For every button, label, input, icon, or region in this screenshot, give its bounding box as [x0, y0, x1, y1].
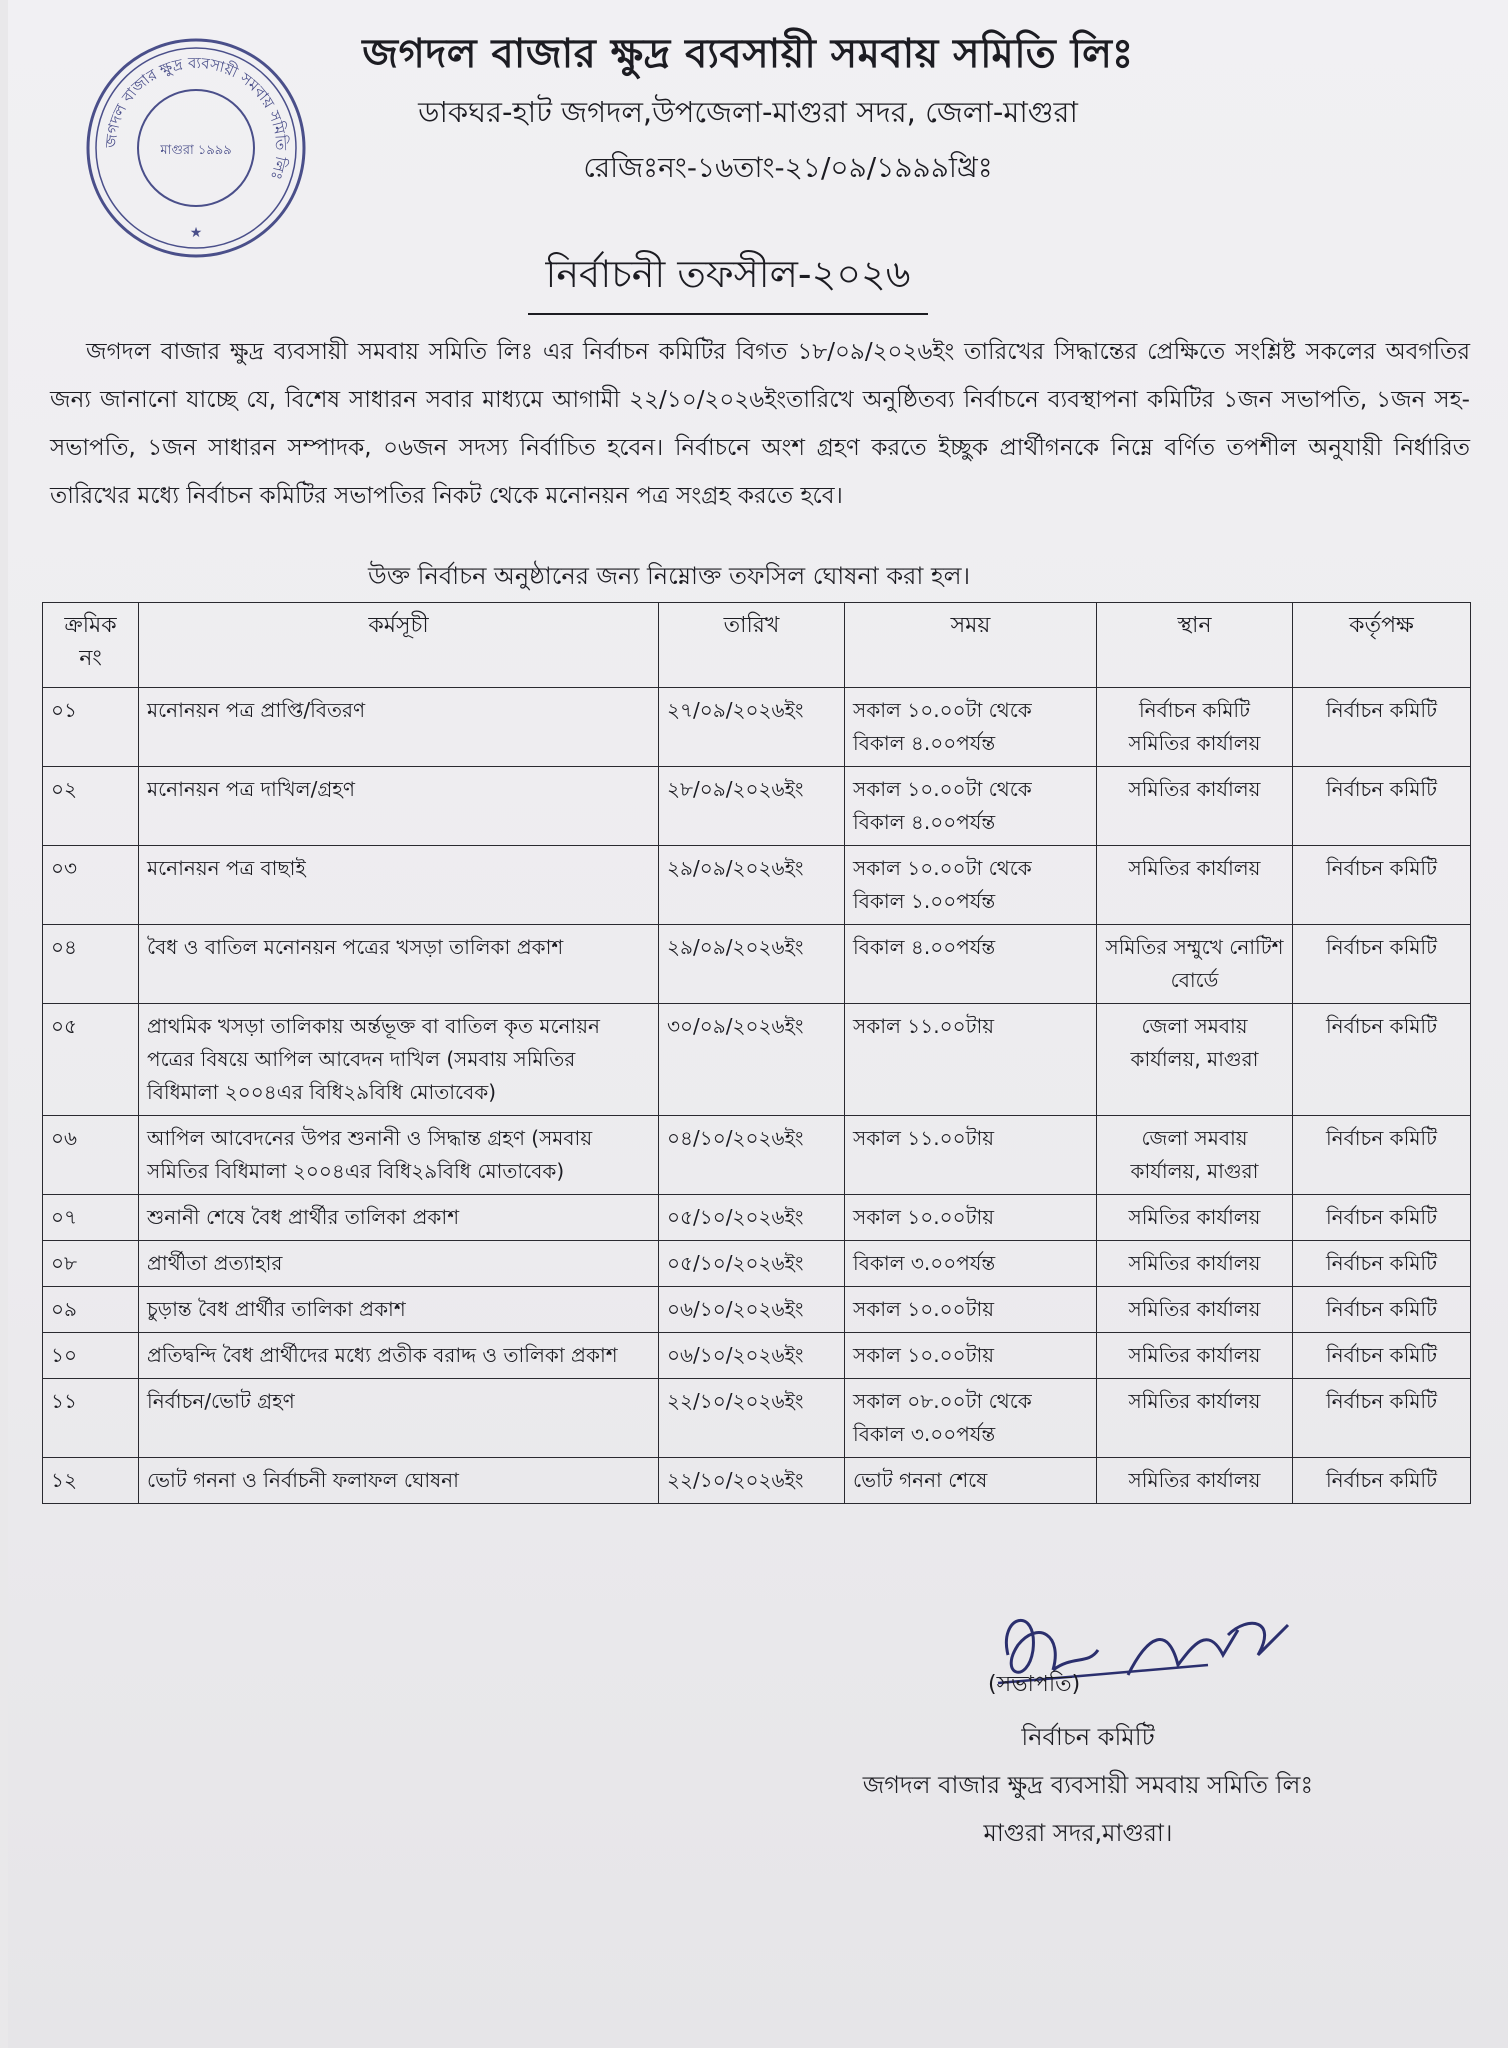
- row-date: ০৬/১০/২০২৬ইং: [659, 1333, 845, 1379]
- row-time: সকাল ১১.০০টায়: [845, 1116, 1097, 1195]
- table-header-row: [43, 603, 1471, 688]
- schedule-caption: উক্ত নির্বাচন অনুষ্ঠানের জন্য নিম্নোক্ত তফসিল ঘোষনা করা হল।: [368, 562, 971, 590]
- row-serial: ০৫: [43, 1004, 139, 1116]
- row-date: ০৪/১০/২০২৬ইং: [659, 1116, 845, 1195]
- header-program: কর্মসূচী: [139, 603, 659, 688]
- row-place: নির্বাচন কমিটি সমিতির কার্যালয়: [1097, 688, 1293, 767]
- signatory-role: (সভাপতি): [988, 1672, 1081, 1697]
- row-program: প্রাথমিক খসড়া তালিকায় অর্ন্তভূক্ত বা বাতিল কৃত মনোয়ন পত্রের বিষয়ে আপিল আবেদন দাখিল (সমবায় সমিতির বিধিমালা ২০০৪এর বিধি২৯বিধি মোতাবেক): [139, 1004, 659, 1116]
- row-authority: নির্বাচন কমিটি: [1293, 1458, 1471, 1504]
- svg-text:জগদল বাজার ক্ষুদ্র ব্যবসায়ী স: জগদল বাজার ক্ষুদ্র ব্যবসায়ী সমবায় সমিতি লিঃ: [101, 53, 291, 182]
- row-time: সকাল ১০.০০টায়: [845, 1333, 1097, 1379]
- row-date: ৩০/০৯/২০২৬ইং: [659, 1004, 845, 1116]
- svg-text:★: ★: [189, 225, 203, 241]
- row-time: সকাল ১০.০০টায়: [845, 1195, 1097, 1241]
- row-time: সকাল ১০.০০টা থেকে বিকাল ১.০০পর্যন্ত: [845, 846, 1097, 925]
- row-time: সকাল ১০.০০টায়: [845, 1287, 1097, 1333]
- row-serial: ০১: [43, 688, 139, 767]
- row-time: সকাল ১১.০০টায়: [845, 1004, 1097, 1116]
- row-serial: ১২: [43, 1458, 139, 1504]
- row-program: চুড়ান্ত বৈধ প্রার্থীর তালিকা প্রকাশ: [139, 1287, 659, 1333]
- row-program: মনোনয়ন পত্র প্রাপ্তি/বিতরণ: [139, 688, 659, 767]
- row-date: ০৬/১০/২০২৬ইং: [659, 1287, 845, 1333]
- row-authority: নির্বাচন কমিটি: [1293, 1195, 1471, 1241]
- row-program: বৈধ ও বাতিল মনোনয়ন পত্রের খসড়া তালিকা প্রকাশ: [139, 925, 659, 1004]
- row-place: সমিতির কার্যালয়: [1097, 1195, 1293, 1241]
- registration-number: রেজিঃনং-১৬তাং-২১/০৯/১৯৯৯খ্রিঃ: [583, 151, 993, 184]
- intro-paragraph: জগদল বাজার ক্ষুদ্র ব্যবসায়ী সমবায় সমিতি লিঃ এর নির্বাচন কমিটির বিগত ১৮/০৯/২০২৬ইং তারিখের সিদ্ধান্তের প্রেক্ষিতে সংশ্লিষ্ট সকলের অবগতির জন্য জানানো যাচ্ছে যে, বিশেষ সাধারন সবার মাধ্যমে আগামী ২২/১০/২০২৬ইংতারিখে অনুষ্ঠিতব্য নির্বাচনে ব্যবস্থাপনা কমিটির ১জন সভাপতি, ১জন সহ-সভাপতি, ১জন সাধারন সম্পাদক, ০৬জন সদস্য নির্বাচিত হবেন। নির্বাচনে অংশ গ্রহণ করতে ইচ্ছুক প্রার্থীগনকে নিম্নে বর্ণিত তপশীল অনুযায়ী নির্ধারিত তারিখের মধ্যে নির্বাচন কমিটির সভাপতির নিকট থেকে মনোনয়ন পত্র সংগ্রহ করতে হবে।: [50, 339, 1470, 509]
- table-row: [43, 688, 1471, 767]
- row-time: সকাল ০৮.০০টা থেকে বিকাল ৩.০০পর্যন্ত: [845, 1379, 1097, 1458]
- row-authority: নির্বাচন কমিটি: [1293, 1004, 1471, 1116]
- row-program: প্রার্থীতা প্রত্যাহার: [139, 1241, 659, 1287]
- row-serial: ১০: [43, 1333, 139, 1379]
- row-place: সমিতির কার্যালয়: [1097, 1379, 1293, 1458]
- row-program: মনোনয়ন পত্র দাখিল/গ্রহণ: [139, 767, 659, 846]
- signatory-location: মাগুরা সদর,মাগুরা।: [983, 1819, 1173, 1847]
- row-authority: নির্বাচন কমিটি: [1293, 1379, 1471, 1458]
- row-authority: নির্বাচন কমিটি: [1293, 1287, 1471, 1333]
- row-serial: ০৩: [43, 846, 139, 925]
- row-program: ভোট গননা ও নির্বাচনী ফলাফল ঘোষনা: [139, 1458, 659, 1504]
- organization-name: জগদল বাজার ক্ষুদ্র ব্যবসায়ী সমবায় সমিতি লিঃ: [362, 31, 1134, 77]
- row-place: সমিতির কার্যালয়: [1097, 1458, 1293, 1504]
- row-place: জেলা সমবায় কার্যালয়, মাগুরা: [1097, 1004, 1293, 1116]
- row-serial: ০৭: [43, 1195, 139, 1241]
- row-serial: ০৬: [43, 1116, 139, 1195]
- row-place: সমিতির কার্যালয়: [1097, 767, 1293, 846]
- row-place: সমিতির কার্যালয়: [1097, 1241, 1293, 1287]
- row-date: ২২/১০/২০২৬ইং: [659, 1379, 845, 1458]
- row-date: ২৮/০৯/২০২৬ইং: [659, 767, 845, 846]
- row-authority: নির্বাচন কমিটি: [1293, 925, 1471, 1004]
- row-authority: নির্বাচন কমিটি: [1293, 1333, 1471, 1379]
- election-schedule-table: [42, 602, 1471, 1504]
- row-program: মনোনয়ন পত্র বাছাই: [139, 846, 659, 925]
- row-date: ২৭/০৯/২০২৬ইং: [659, 688, 845, 767]
- row-time: সকাল ১০.০০টা থেকে বিকাল ৪.০০পর্যন্ত: [845, 767, 1097, 846]
- table-row: [43, 1333, 1471, 1379]
- table-body: [43, 688, 1471, 1504]
- table-row: [43, 1287, 1471, 1333]
- table-row: [43, 1195, 1471, 1241]
- organization-address: ডাকঘর-হাট জগদল,উপজেলা-মাগুরা সদর, জেলা-মাগুরা: [418, 95, 1078, 129]
- header-date: তারিখ: [659, 603, 845, 688]
- header-authority: কর্তৃপক্ষ: [1293, 603, 1471, 688]
- signatory-organization: জগদল বাজার ক্ষুদ্র ব্যবসায়ী সমবায় সমিতি লিঃ: [862, 1771, 1314, 1799]
- table-row: [43, 846, 1471, 925]
- table-row: [43, 1241, 1471, 1287]
- row-authority: নির্বাচন কমিটি: [1293, 767, 1471, 846]
- row-date: ২৯/০৯/২০২৬ইং: [659, 846, 845, 925]
- svg-text:মাগুরা ১৯৯৯: মাগুরা ১৯৯৯: [160, 143, 232, 158]
- signatory-committee: নির্বাচন কমিটি: [1021, 1723, 1155, 1751]
- row-date: ০৫/১০/২০২৬ইং: [659, 1195, 845, 1241]
- row-program: নির্বাচন/ভোট গ্রহণ: [139, 1379, 659, 1458]
- row-authority: নির্বাচন কমিটি: [1293, 1241, 1471, 1287]
- row-program: আপিল আবেদনের উপর শুনানী ও সিদ্ধান্ত গ্রহণ (সমবায় সমিতির বিধিমালা ২০০৪এর বিধি২৯বিধি মোতাবেক): [139, 1116, 659, 1195]
- row-time: বিকাল ৪.০০পর্যন্ত: [845, 925, 1097, 1004]
- row-serial: ০৮: [43, 1241, 139, 1287]
- row-time: সকাল ১০.০০টা থেকে বিকাল ৪.০০পর্যন্ত: [845, 688, 1097, 767]
- row-place: সমিতির সম্মুখে নোটিশ বোর্ডে: [1097, 925, 1293, 1004]
- document-title: নির্বাচনী তফসীল-২০২৬: [528, 245, 928, 315]
- row-authority: নির্বাচন কমিটি: [1293, 688, 1471, 767]
- table-row: [43, 1379, 1471, 1458]
- table-row: [43, 925, 1471, 1004]
- row-serial: ১১: [43, 1379, 139, 1458]
- row-authority: নির্বাচন কমিটি: [1293, 1116, 1471, 1195]
- row-serial: ০৯: [43, 1287, 139, 1333]
- header-place: স্থান: [1097, 603, 1293, 688]
- notice-sheet: [8, 0, 1508, 2048]
- header-time: সময়: [845, 603, 1097, 688]
- row-place: সমিতির কার্যালয়: [1097, 846, 1293, 925]
- row-date: ০৫/১০/২০২৬ইং: [659, 1241, 845, 1287]
- row-date: ২২/১০/২০২৬ইং: [659, 1458, 845, 1504]
- row-place: সমিতির কার্যালয়: [1097, 1333, 1293, 1379]
- row-time: বিকাল ৩.০০পর্যন্ত: [845, 1241, 1097, 1287]
- table-row: [43, 1458, 1471, 1504]
- header-serial: ক্রমিক নং: [43, 603, 139, 688]
- row-time: ভোট গননা শেষে: [845, 1458, 1097, 1504]
- row-authority: নির্বাচন কমিটি: [1293, 846, 1471, 925]
- row-place: জেলা সমবায় কার্যালয়, মাগুরা: [1097, 1116, 1293, 1195]
- table-row: [43, 767, 1471, 846]
- row-program: প্রতিদ্বন্দি বৈধ প্রার্থীদের মধ্যে প্রতীক বরাদ্দ ও তালিকা প্রকাশ: [139, 1333, 659, 1379]
- table-row: [43, 1116, 1471, 1195]
- row-program: শুনানী শেষে বৈধ প্রার্থীর তালিকা প্রকাশ: [139, 1195, 659, 1241]
- row-date: ২৯/০৯/২০২৬ইং: [659, 925, 845, 1004]
- row-serial: ০২: [43, 767, 139, 846]
- table-row: [43, 1004, 1471, 1116]
- row-place: সমিতির কার্যালয়: [1097, 1287, 1293, 1333]
- row-serial: ০৪: [43, 925, 139, 1004]
